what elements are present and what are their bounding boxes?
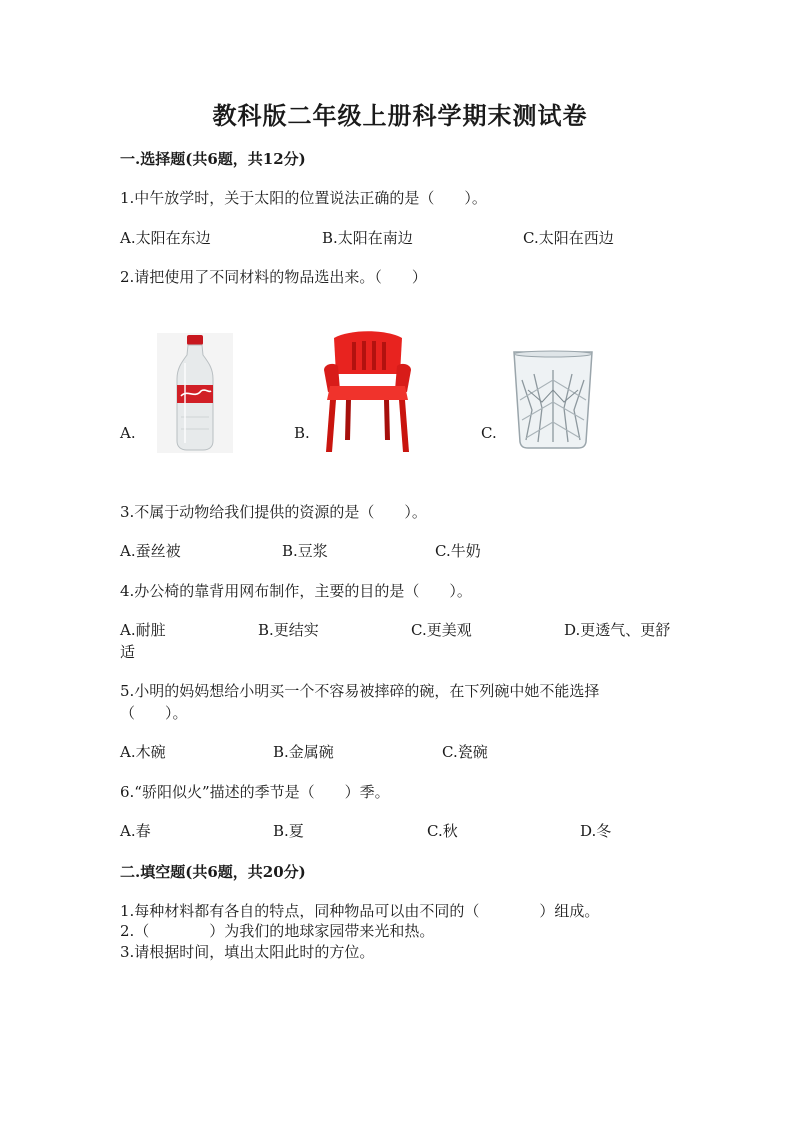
q2-option-b: B. (294, 424, 310, 442)
q3-option-c: C.牛奶 (435, 542, 481, 560)
q6-option-a: A.春 (120, 822, 151, 840)
q6-option-b: B.夏 (273, 822, 304, 840)
question-3: 3.不属于动物给我们提供的资源的是（ ）。 (120, 503, 427, 521)
q4-option-a: A.耐脏 (120, 621, 166, 639)
fill-item-3: 3.请根据时间，填出太阳此时的方位。 (120, 943, 375, 961)
q5-option-c: C.瓷碗 (442, 743, 488, 761)
section-heading-fill: 二.填空题(共6题，共20分) (120, 863, 306, 881)
q1-option-b: B.太阳在南边 (322, 229, 413, 247)
page-title: 教科版二年级上册科学期末测试卷 (212, 101, 588, 130)
q4-option-d-wrap: 适 (120, 643, 136, 661)
q5-option-a: A.木碗 (120, 743, 166, 761)
question-6: 6.“骄阳似火”描述的季节是（ ）季。 (120, 783, 390, 801)
q1-option-c: C.太阳在西边 (523, 229, 614, 247)
q3-option-b: B.豆浆 (282, 542, 328, 560)
chair-icon (320, 330, 415, 454)
bottle-icon (157, 333, 233, 453)
q3-option-a: A.蚕丝被 (120, 542, 181, 560)
q6-option-c: C.秋 (427, 822, 458, 840)
q4-option-d: D.更透气、更舒 (564, 621, 671, 639)
question-2: 2.请把使用了不同材料的物品选出来。（ ） (120, 268, 427, 286)
q4-option-b: B.更结实 (258, 621, 319, 639)
q2-option-c: C. (481, 424, 497, 442)
q4-option-c: C.更美观 (411, 621, 472, 639)
fill-item-1: 1.每种材料都有各自的特点，同种物品可以由不同的（ ）组成。 (120, 902, 600, 920)
question-1: 1.中午放学时，关于太阳的位置说法正确的是（ ）。 (120, 189, 487, 207)
q2-option-a: A. (120, 424, 136, 442)
q6-option-d: D.冬 (580, 822, 612, 840)
glass-icon (512, 350, 594, 450)
question-5: 5.小明的妈妈想给小明买一个不容易被摔碎的碗，在下列碗中她不能选择 (120, 682, 600, 700)
q1-option-a: A.太阳在东边 (120, 229, 211, 247)
q5-option-b: B.金属碗 (273, 743, 334, 761)
question-4: 4.办公椅的靠背用网布制作，主要的目的是（ ）。 (120, 582, 472, 600)
fill-item-2: 2.（ ）为我们的地球家园带来光和热。 (120, 922, 435, 940)
question-5-line2: （ ）。 (120, 704, 188, 722)
section-heading-choice: 一.选择题(共6题，共12分) (120, 150, 306, 168)
